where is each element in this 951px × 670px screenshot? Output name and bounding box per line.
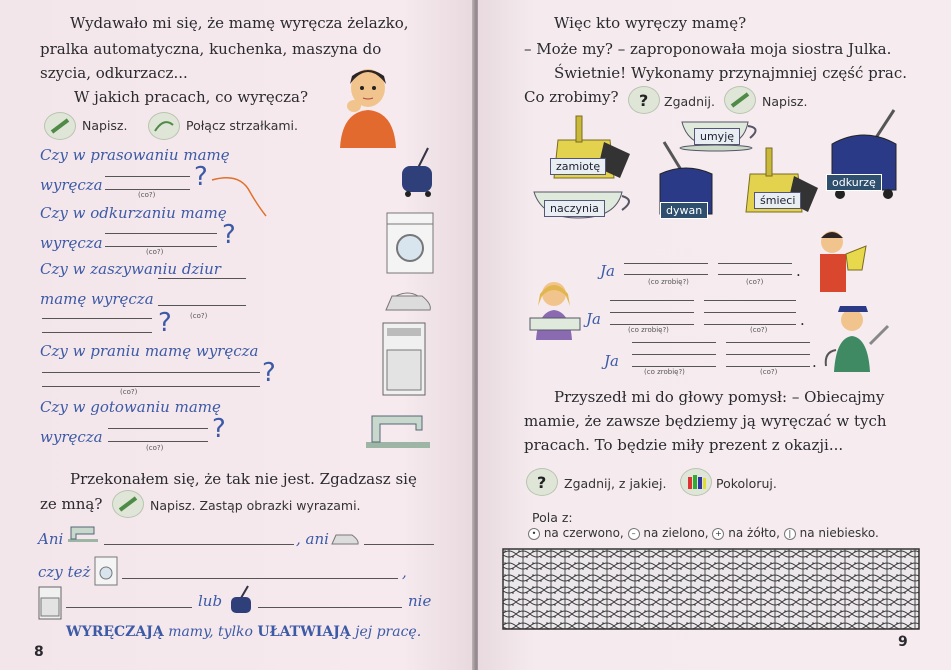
intro-line-3: szycia, odkurzacz... — [40, 64, 188, 82]
color-blue: na niebiesko. — [799, 526, 879, 540]
intro-line-1 — [70, 14, 409, 32]
answer-line[interactable] — [624, 274, 708, 275]
ja-label-2: Ja — [586, 310, 601, 328]
answer-line[interactable] — [632, 342, 716, 343]
answer-line[interactable] — [704, 324, 796, 325]
answer-line[interactable] — [624, 263, 708, 264]
question-ironing-line2: wyręcza — [40, 176, 103, 194]
green-dash-icon: – — [628, 528, 640, 540]
label-odkurze: odkurzę — [826, 174, 882, 191]
answer-line[interactable] — [108, 428, 208, 429]
hint-co: (co?) — [760, 368, 778, 376]
answer-line[interactable] — [718, 274, 792, 275]
coloring-puzzle-grid[interactable] — [502, 548, 920, 630]
instruction-write: Napisz. — [82, 118, 128, 133]
question-mark-3[interactable]: ? — [158, 308, 172, 338]
answer-line[interactable] — [108, 441, 208, 442]
pen-icon — [724, 86, 756, 114]
co-hint: (co?) — [120, 388, 138, 396]
fill-ani-1: Ani — [38, 530, 64, 548]
question-mark-4[interactable]: ? — [262, 358, 276, 388]
washing-machine-icon — [386, 212, 434, 274]
answer-line[interactable] — [704, 300, 796, 301]
page-number-right: 9 — [898, 634, 908, 650]
iron-icon — [382, 290, 434, 314]
answer-line[interactable] — [258, 607, 402, 608]
question-bubble-icon — [526, 468, 558, 496]
hint-co-zrobie: (co zrobię?) — [628, 326, 669, 334]
answer-line[interactable] — [610, 312, 694, 313]
color-yellow: na żółto, — [728, 526, 780, 540]
label-smieci: śmieci — [754, 192, 801, 209]
answer-line[interactable] — [726, 342, 810, 343]
left-page — [0, 0, 474, 670]
answer-line[interactable] — [105, 233, 217, 234]
instruction-color: Pokoloruj. — [716, 476, 777, 491]
fields-label: Pola z: — [532, 510, 573, 525]
answer-line[interactable] — [718, 263, 792, 264]
final-italic-2: jej pracę. — [355, 624, 422, 640]
intro-text-2: pralka automatyczna, kuchenka, maszyna do — [40, 40, 382, 58]
question-mark-2[interactable]: ? — [222, 220, 236, 250]
stove-small-icon — [38, 586, 62, 620]
answer-line[interactable] — [632, 354, 716, 355]
final-bold-2: UŁATWIAJĄ — [257, 624, 351, 640]
hint-co: (co?) — [746, 278, 764, 286]
connect-arrows-icon — [148, 112, 180, 140]
instruction-connect: Połącz strzałkami. — [186, 118, 298, 133]
yellow-plus-icon: + — [712, 528, 724, 540]
boy-thinking-illustration — [330, 64, 402, 148]
co-hint: (co?) — [146, 248, 164, 256]
question-cooking-line2: wyręcza — [40, 428, 103, 446]
co-hint: (co?) — [138, 191, 156, 199]
fill-ani-2: , ani — [296, 530, 329, 548]
page-number-left: 8 — [34, 644, 44, 660]
pen-icon — [112, 490, 144, 518]
answer-line[interactable] — [105, 176, 190, 177]
question-vacuum-line2: wyręcza — [40, 234, 103, 252]
label-umyje: umyję — [694, 128, 740, 145]
intro-text-1: Wydawało mi się, że mamę wyręcza żelazko, — [70, 14, 409, 32]
answer-line[interactable] — [610, 300, 694, 301]
answer-line[interactable] — [104, 544, 294, 545]
washing-machine-small-icon — [94, 556, 118, 586]
pen-icon — [44, 112, 76, 140]
answer-line[interactable] — [158, 278, 246, 279]
answer-line[interactable] — [42, 372, 260, 373]
answer-line[interactable] — [66, 607, 192, 608]
question-mark-5[interactable]: ? — [212, 414, 226, 444]
question-ironing-line1: Czy w prasowaniu mamę — [40, 146, 230, 164]
intro-line-4: W jakich pracach, co wyręcza? — [74, 88, 309, 106]
answer-line[interactable] — [42, 318, 152, 319]
period-1: . — [796, 262, 801, 280]
answer-line[interactable] — [704, 312, 796, 313]
question-sewing-line2: mamę wyręcza — [40, 290, 154, 308]
final-italic-1: mamy, tylko — [168, 624, 253, 640]
sewing-machine-small-icon — [66, 524, 100, 544]
fill-lub: lub — [198, 592, 223, 610]
color-key — [528, 526, 879, 540]
final-bold-1: WYRĘCZAJĄ — [66, 624, 164, 640]
answer-line[interactable] — [158, 305, 246, 306]
answer-line[interactable] — [105, 189, 190, 190]
instruction-replace: Napisz. Zastąp obrazki wyrazami. — [150, 498, 361, 513]
stove-icon — [382, 322, 426, 396]
fill-nie: nie — [408, 592, 432, 610]
answer-line[interactable] — [42, 386, 260, 387]
question-cooking-line1: Czy w gotowaniu mamę — [40, 398, 221, 416]
right-intro-line1: Więc kto wyręczy mamę? — [554, 14, 747, 32]
right-intro-line2: – Może my? – zaproponowała moja siostra Julka. — [524, 40, 892, 58]
sewing-machine-icon — [362, 408, 434, 452]
paragraph-2-line1: Przekonałem się, że tak nie jest. Zgadzasz się — [70, 470, 417, 488]
boy-with-bucket-illustration — [812, 226, 868, 296]
answer-line[interactable] — [726, 366, 810, 367]
vacuum-cleaner-icon — [398, 146, 438, 198]
answer-line[interactable] — [610, 324, 694, 325]
color-green: na zielono, — [643, 526, 709, 540]
ja-label-3: Ja — [604, 352, 619, 370]
answer-line[interactable] — [364, 544, 434, 545]
label-naczynia: naczynia — [544, 200, 605, 217]
right-para-line1: Przyszedł mi do głowy pomysł: – Obiecajmy — [554, 388, 885, 406]
color-red: na czerwono, — [543, 526, 624, 540]
ja-label-1: Ja — [600, 262, 615, 280]
question-vacuum-line1: Czy w odkurzaniu mamę — [40, 204, 227, 222]
fill-czy-tez: czy też — [38, 563, 91, 581]
intro-line-2 — [40, 40, 381, 58]
co-hint: (co?) — [190, 312, 208, 320]
hint-co: (co?) — [750, 326, 768, 334]
hint-co-zrobie: (co zrobię?) — [648, 278, 689, 286]
period-3: . — [812, 353, 817, 371]
vacuum-small-icon — [228, 584, 254, 618]
period-2: . — [800, 311, 805, 329]
label-zamiote: zamiotę — [550, 158, 606, 175]
question-washing-line1: Czy w praniu mamę wyręcza — [40, 342, 259, 360]
final-statement — [66, 624, 421, 640]
answer-line[interactable] — [726, 354, 810, 355]
svg-text:?: ? — [537, 473, 547, 492]
instruction-write: Napisz. — [762, 94, 808, 109]
blue-bar-icon: | — [784, 528, 796, 540]
girl-with-dishes-illustration — [526, 278, 584, 342]
answer-line[interactable] — [632, 366, 716, 367]
right-para-line3: pracach. To będzie miły prezent z okazji... — [524, 436, 844, 454]
crayons-icon — [680, 468, 712, 496]
instruction-guess-which: Zgadnij, z jakiej. — [564, 476, 667, 491]
iron-small-icon — [330, 532, 360, 546]
co-hint: (co?) — [146, 444, 164, 452]
question-mark-1[interactable]: ? — [194, 162, 208, 192]
right-para-line2: mamie, że zawsze będziemy ją wyręczać w tych — [524, 412, 887, 430]
boy-with-vacuum-illustration — [822, 300, 892, 374]
label-dywan: dywan — [660, 202, 708, 219]
hint-co-zrobie: (co zrobię?) — [644, 368, 685, 376]
answer-line[interactable] — [42, 332, 152, 333]
question-sewing-line1: Czy w zaszywaniu dziur — [40, 260, 221, 278]
answer-line[interactable] — [105, 246, 217, 247]
right-page — [478, 0, 951, 670]
right-intro-line4: Co zrobimy? — [524, 88, 619, 106]
paragraph-2-line2: ze mną? — [40, 495, 103, 513]
svg-text:?: ? — [639, 91, 649, 110]
fill-comma: , — [402, 563, 407, 581]
instruction-guess: Zgadnij. — [664, 94, 715, 109]
answer-line[interactable] — [122, 578, 398, 579]
right-intro-line3: Świetnie! Wykonamy przynajmniej część prac. — [554, 64, 908, 82]
red-dot-icon: • — [528, 528, 540, 540]
